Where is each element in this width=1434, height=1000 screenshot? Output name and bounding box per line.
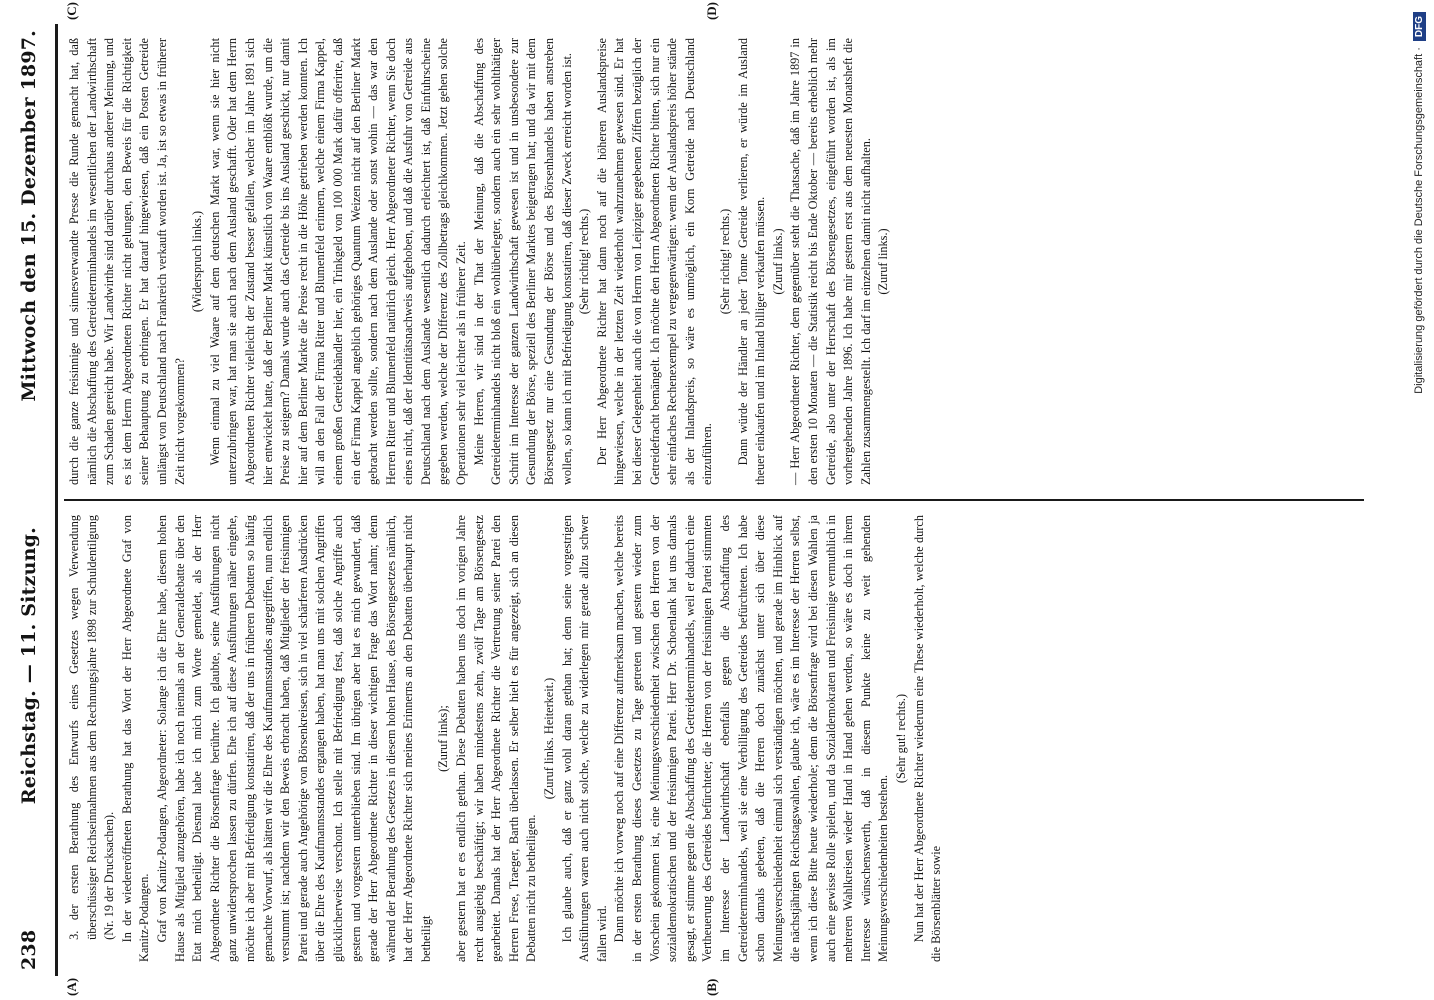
paragraph: durch die ganze freisinnige und sinnesverwandte Presse die Runde gemacht hat, daß nämlich die Abschaffung des Getreideterminhandels im wesentlichen der Landwirthschaft zum Schaden gereicht habe. Wir Landwirthe sind darüber durchaus anderer Meinung, und es ist dem Herrn Abgeordneten Richter nicht gelungen, den Beweis für die Richtigkeit seiner Behauptung zu erbringen. Er hat darauf hingewiesen, daß ein Posten Getreide unlängst von Deutschland nach Frankreich verkauft worden ist. Ja, ist so etwas in früherer Zeit nicht vorgekommen?: [67, 38, 187, 485]
page-number: 238: [18, 929, 40, 970]
interjection: (Zuruf links.): [770, 228, 785, 295]
paragraph: Dann würde der Händler an jeder Tonne Getreide verlieren, er würde im Ausland theuer einkaufen und im Inland billiger verkaufen müssen.: [735, 38, 768, 485]
interjection: (Widerspruch links.): [190, 210, 205, 313]
digitization-credit: [1408, 0, 1430, 1000]
margin-mark-b: (B): [704, 978, 719, 996]
interjection: (Sehr richtig! rechts.): [577, 208, 592, 315]
paragraph: aber gestern hat er es endlich gethan. Diese Debatten haben uns doch im vorigen Jahre recht ausgiebig beschäftigt; wir haben mindestens zehn, zwölf Tage am Börsengesetz gearbeitet. Damals hat der Herr Abgeordnete Richter die Vertretung seiner Partei den Herren Frese, Traeger, Barth überlassen. Er selber hielt es für angezeigt, sich an diesen Debatten nicht zu betheiligen.: [454, 515, 539, 962]
paragraph: — Herr Abgeordneter Richter, dem gegenüber steht die Thatsache, daß im Jahre 1897 in den ersten 10 Monaten — die Statistik reicht bis Ende Oktober — bereits erheblich mehr Getreide, also unter der Herrschaft des Börsengesetzes, eingeführt worden ist, als im vorhergehenden Jahre 1896. Ich habe mir gestern erst aus dem neuesten Monatsheft die Zahlen zusammengestellt. Ich darf im einzelnen damit nicht aufhalten.: [788, 38, 873, 485]
paragraph: Wenn einmal zu viel Waare auf dem deutschen Markt war, wenn sie hier nicht unterzubringen war, hat man sie auch nach dem Ausland geschafft. Oder hat dem Herrn Abgeordneten Richter vielleicht der Zustand besser gefallen, welcher im Jahre 1891 sich hier entwickelt hatte, daß der Berliner Markt künstlich von Waare entblößt wurde, um die Preise zu steigern? Damals wurde auch das Getreide bis ins Ausland geschickt, nur damit hier auf dem Berliner Markte die Preise recht in die Höhe getrieben werden konnten. Ich will an den Fall der Firma Ritter und Blumenfeld erinnern, welche einem Firma Kappel, einem großen Getreidehändler hier, ein Trinkgeld von 100 000 Mark dafür offerirte, daß ein der Firma Kappel angeblich gehöriges Quantum Weizen nicht auf den Berliner Markt gebracht werden sollte, sondern nach dem Auslande oder sonst wohin — das war den Herren Ritter und Blumenfeld natürlich gleich. Herr Abgeordneter Richter, wenn Sie doch eines nicht, daß der Identitätsnachweis aufgehoben, und daß die Ausfuhr von Getreide aus Deutschland nach dem Auslande wesentlich dadurch erleichtert ist, daß Einfuhrscheine gegeben werden, welche der Differenz des Zollbetrags gleichkommen. Jetzt gehen solche Operationen sehr viel leichter als in früherer Zeit.: [207, 38, 469, 485]
right-column: [64, 24, 1364, 499]
agenda-item-heading: 3. der ersten Berathung des Entwurfs eines Gesetzes wegen Verwendung überschüssiger Reichseinnahmen aus dem Rechnungsjahre 1898 zur Schuldentilgung (Nr. 19 der Drucksachen).: [67, 515, 117, 940]
interjection: (Zuruf links.): [876, 228, 891, 295]
paragraph: Meine Herren, wir sind in der That der Meinung, daß die Abschaffung des Getreideterminhandels nicht bloß ein wohlüberlegter, sondern auch ein sehr wohlthätiger Schritt im Interesse der ganzen Landwirthschaft gewesen ist und in unsbesondere zur Gesundung der Börse, speziell des Berliner Marktes beigetragen hat; und da wir mit dem Börsengesetz nur eine Gesundung der Börse und des Börsenhandels haben anstreben wollen, so kann ich mit Befriedigung konstatiren, daß dieser Zweck erreicht worden ist.: [471, 38, 574, 485]
paragraph: In der wiedereröffneten Berathung hat das Wort der Herr Abgeordnete Graf von Kanitz-Podangen.: [119, 515, 152, 962]
two-column-body: [64, 2, 1364, 996]
paragraph: Nun hat der Herr Abgeordnete Richter wiederum eine These wiederholt, welche durch die Börsenblätter sowie: [911, 515, 944, 962]
paragraph: Graf von Kanitz-Podangen, Abgeordneter: Solange ich die Ehre habe, diesem hohen Hause als Mitglied anzugehören, habe ich noch niemals an der Generaldebatte über den Etat mich betheiligt. Diesmal habe ich mich zum Worte gemeldet, als der Herr Abgeordnete Richter die Börsenfrage berührte. Ich glaubte, seine Ausführungen nicht ganz unwidersprochen lassen zu dürfen. Ehe ich auf diese Ausführungen näher eingehe, möchte ich aber mit Befriedigung konstatiren, daß der uns in früheren Debatten so häufig gemachte Vorwurf, als hätten wir die Ehre des Kaufmannsstandes angegriffen, nun endlich verstummt ist; nachdem wir den Beweis erbracht haben, daß Mitglieder der freisinnigen Partei und gerade auch Angehörige von Börsenkreisen, sich in viel schärferen Ausdrücken über die Ehre des Kaufmannsstandes ergangen haben, hat man uns mit solchen Angriffen glücklicherweise verschont. Ich stelle mit Befriedigung fest, daß solche Angriffe auch gestern und vorgestern unterblieben sind. Im übrigen aber hat es mich gewundert, daß gerade der Herr Abgeordnete Richter in dieser wichtigen Frage das Wort nahm; denn während der Berathung des Gesetzes in diesem hohen Hause, des Börsengesetzes nämlich, hat der Herr Abgeordnete Richter sich meines Erinnerns an den Debatten überhaupt nicht betheiligt: [154, 515, 433, 962]
running-head: [18, 24, 58, 976]
interjection: (Sehr gut! rechts.): [893, 693, 908, 784]
interjection: (Zuruf links. Heiterkeit.): [542, 677, 557, 800]
margin-mark-a: (A): [64, 977, 79, 996]
session-title: Reichstag. — 11. Sitzung.: [18, 527, 40, 805]
paragraph: Der Herr Abgeordnete Richter hat dann noch auf die höheren Auslandspreise hingewiesen, welche in der letzten Zeit wiederholt wahrzunehmen gewesen sind. Er hat bei dieser Gelegenheit auch die von Herrn von Leipziger gegebenen Ziffern bezüglich der Getreidefracht bemängelt. Ich möchte den Herrn Abgeordneten Richter bitten, sich nur ein sehr einfaches Rechenexempel zu vergegenwärtigen: wenn der Auslandspreis höher stände als der Inlandspreis, so wäre es unmöglich, ein Korn Getreide nach Deutschland einzuführen.: [594, 38, 715, 485]
margin-mark-d: (D): [704, 2, 719, 21]
paragraph: Ich glaube auch, daß er ganz wohl daran gethan hat; denn seine vorgestrigen Ausführungen waren auch nicht solche, welche zu widerlegen mir gerade allzu schwer fallen wird.: [559, 515, 609, 962]
left-column: [64, 501, 1364, 976]
paragraph: Dann möchte ich vorweg noch auf eine Differenz aufmerksam machen, welche bereits in der ersten Berathung dieses Gesetzes zu Tage getreten und gestern wieder zum Vorschein gekommen ist, eine Meinungsverschiedenheit zwischen den Herren von der sozialdemokratischen und der freisinnigen Partei. Herr Dr. Schoenlank hat uns damals gesagt, er stimme gegen die Abschaffung des Getreideterminhandels, weil er dadurch eine Vertheuerung des Getreides befürchtete; die Herren von der freisinnigen Partei stimmten im Interesse der Landwirthschaft ebenfalls gegen die Abschaffung des Getreideterminhandels, weil sie eine Verbilligung des Getreides befürchteten. Ich habe schon damals gebeten, daß die Herren doch zunächst unter sich über diese Meinungsverschiedenheit einmal sich verständigen möchten, und gerade im Hinblick auf die nächstjährigen Reichstagswahlen, glaube ich, wäre es im Interesse der Herren selbst, wenn ich diese Bitte heute wiederhole; denn die Börsenfrage wird bei diesen Wahlen ja auch eine gewisse Rolle spielen, und da Sozialdemokraten und Freisinnige vermuthlich in mehreren Wahlkreisen wieder Hand in Hand gehen werden, so wäre es doch in ihrem Interesse wünschenswerth, daß in diesem Punkte keine zu weit gehenden Meinungsverschiedenheiten bestehen.: [612, 515, 891, 962]
interjection: (Zuruf links);: [436, 705, 451, 772]
margin-mark-c: (C): [64, 2, 79, 21]
dfg-logo: DFG: [1413, 12, 1426, 41]
interjection: (Sehr richtig! rechts.): [717, 208, 732, 315]
session-date: Mittwoch den 15. Dezember 1897.: [18, 30, 40, 402]
digitization-note: Digitalisierung gefördert durch die Deutsche Forschungsgemeinschaft ·: [1413, 47, 1425, 394]
